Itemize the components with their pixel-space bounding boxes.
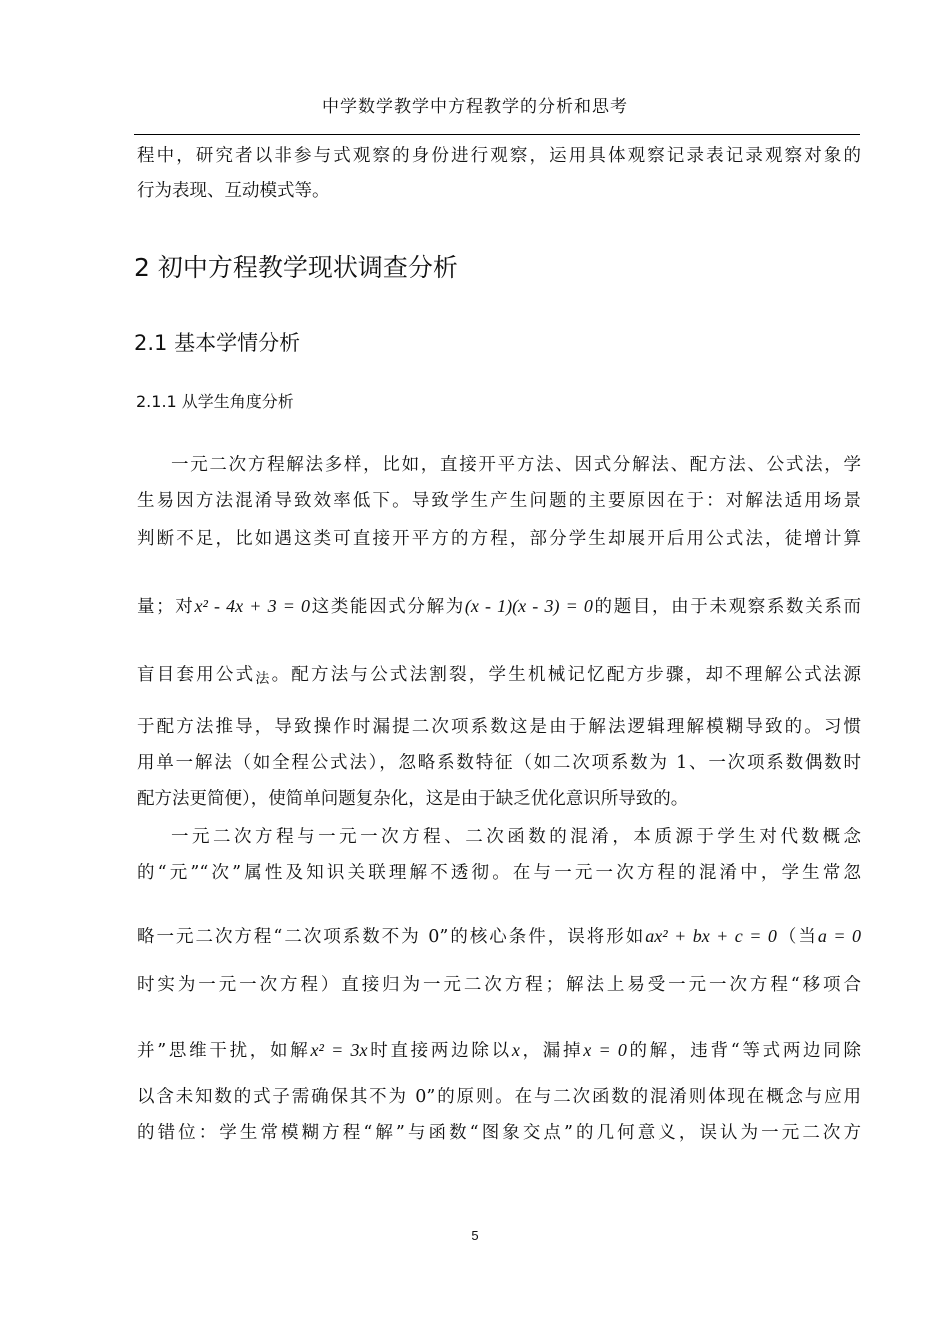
text-segment: 的解，违背“等式两边同除 bbox=[626, 1041, 862, 1061]
text-segment: 略一元二次方程“二次项系数不为 0”的核心条件，误将形如 bbox=[137, 927, 646, 947]
text-segment: 量；对 bbox=[137, 597, 195, 617]
equation: x = 0 bbox=[583, 1040, 627, 1060]
equation: a = 0 bbox=[817, 926, 862, 946]
equation: (x - 1)(x - 3) = 0 bbox=[464, 596, 593, 616]
equation: x² - 4x + 3 = 0 bbox=[194, 596, 311, 616]
equation: ax² + bx + c = 0 bbox=[645, 926, 777, 946]
body-text-line: 行为表现、互动模式等。 bbox=[137, 181, 330, 201]
subsubsection-heading: 2.1.1 从学生角度分析 bbox=[136, 392, 294, 411]
text-segment: 盲目套用公式 bbox=[137, 665, 256, 685]
body-text-line: 的“元”“次”属性及知识关联理解不透彻。在与一元一次方程的混淆中，学生常忽 bbox=[137, 863, 861, 883]
body-text-line bbox=[137, 593, 861, 618]
body-text-line: 程中，研究者以非参与式观察的身份进行观察，运用具体观察记录表记录观察对象的 bbox=[137, 146, 861, 166]
subsection-heading: 2.1 基本学情分析 bbox=[134, 331, 301, 355]
body-text-line: 的错位：学生常模糊方程“解”与函数“图象交点”的几何意义，误认为一元二次方 bbox=[137, 1123, 861, 1143]
body-text-line: 用单一解法（如全程公式法），忽略系数特征（如二次项系数为 1、一次项系数偶数时 bbox=[137, 753, 861, 773]
text-segment: ，漏掉 bbox=[519, 1041, 584, 1061]
equation: x bbox=[511, 1040, 520, 1060]
body-text-line: 判断不足，比如遇这类可直接开平方的方程，部分学生却展开后用公式法，徒增计算 bbox=[137, 529, 861, 549]
body-text-line: 以含未知数的式子需确保其不为 0”的原则。在与二次函数的混淆则体现在概念与应用 bbox=[137, 1087, 861, 1107]
body-text-line: 于配方法推导，导致操作时漏提二次项系数这是由于解法逻辑理解模糊导致的。习惯 bbox=[137, 717, 861, 737]
header-divider bbox=[134, 134, 860, 135]
body-text-line: 一元二次方程解法多样，比如，直接开平方法、因式分解法、配方法、公式法，学 bbox=[171, 455, 861, 475]
body-text-line: 时实为一元一次方程）直接归为一元二次方程；解法上易受一元一次方程“移项合 bbox=[137, 975, 861, 995]
body-text-line: 生易因方法混淆导致效率低下。导致学生产生问题的主要原因在于：对解法适用场景 bbox=[137, 491, 861, 511]
page-number: 5 bbox=[471, 1228, 479, 1243]
body-text-line bbox=[137, 661, 861, 686]
text-segment: 并”思维干扰，如解 bbox=[137, 1041, 311, 1061]
text-segment: （当 bbox=[776, 927, 818, 947]
body-text-line: 一元二次方程与一元一次方程、二次函数的混淆，本质源于学生对代数概念 bbox=[171, 827, 861, 847]
body-text-line bbox=[137, 1037, 861, 1062]
running-header: 中学数学教学中方程教学的分析和思考 bbox=[322, 97, 628, 117]
equation: x² = 3x bbox=[310, 1040, 368, 1060]
section-heading: 2 初中方程教学现状调查分析 bbox=[134, 253, 458, 282]
text-segment: 这类能因式分解为 bbox=[310, 597, 465, 617]
body-text-line bbox=[137, 923, 861, 948]
text-segment: 。配方法与公式法割裂，学生机械记忆配方步骤，却不理解公式法源 bbox=[271, 665, 862, 685]
body-text-line: 配方法更简便），使简单问题复杂化，这是由于缺乏优化意识所导致的。 bbox=[137, 789, 689, 809]
text-segment: 法 bbox=[255, 671, 272, 687]
text-segment: 时直接两边除以 bbox=[367, 1041, 512, 1061]
text-segment: 的题目，由于未观察系数关系而 bbox=[592, 597, 862, 617]
